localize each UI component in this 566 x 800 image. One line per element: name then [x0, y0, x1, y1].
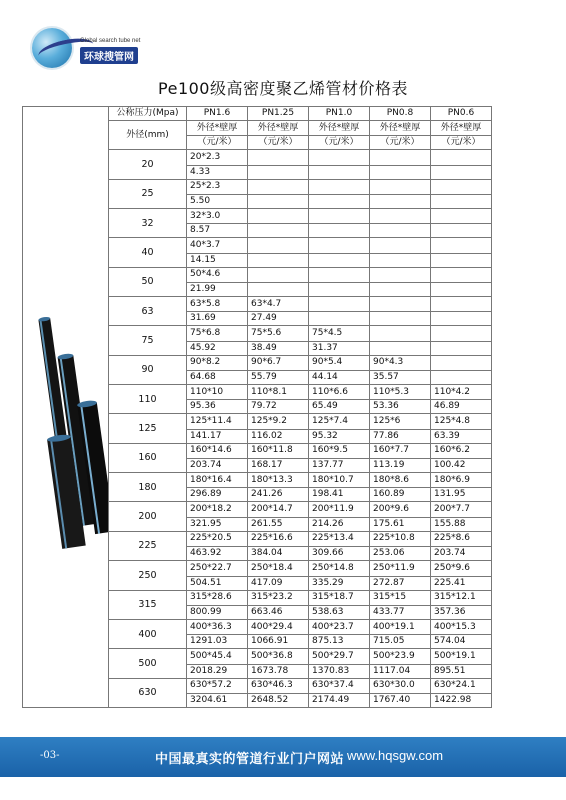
- spec-cell: 125*6: [370, 414, 431, 429]
- spec-cell: 225*20.5: [187, 531, 248, 546]
- spec-cell: 110*6.6: [309, 385, 370, 400]
- spec-cell: [248, 267, 309, 282]
- spec-cell: [431, 238, 492, 253]
- price-cell: [309, 165, 370, 179]
- price-cell: [431, 253, 492, 267]
- spec-cell: 40*3.7: [187, 238, 248, 253]
- spec-cell: 160*11.8: [248, 443, 309, 458]
- outer-diameter-cell: 50: [109, 267, 187, 296]
- spec-cell: 90*6.7: [248, 355, 309, 370]
- spec-cell: 110*10: [187, 385, 248, 400]
- price-cell: 63.39: [431, 429, 492, 443]
- price-cell: 1370.83: [309, 664, 370, 678]
- footer-bar: [0, 737, 566, 777]
- spec-cell: 110*4.2: [431, 385, 492, 400]
- spec-cell: [370, 179, 431, 194]
- price-cell: 160.89: [370, 488, 431, 502]
- page-title: Pe100级高密度聚乙烯管材价格表: [158, 79, 408, 98]
- price-cell: [248, 195, 309, 209]
- spec-cell: 500*29.7: [309, 649, 370, 664]
- spec-cell: 160*7.7: [370, 443, 431, 458]
- outer-diameter-cell: 20: [109, 150, 187, 179]
- price-cell: [370, 341, 431, 355]
- spec-cell: [248, 150, 309, 165]
- spec-cell: [248, 238, 309, 253]
- price-cell: 715.05: [370, 635, 431, 649]
- price-cell: 433.77: [370, 605, 431, 619]
- price-table-wrapper: [22, 106, 492, 708]
- spec-cell: [248, 179, 309, 194]
- price-cell: 1767.40: [370, 694, 431, 708]
- spec-cell: [370, 297, 431, 312]
- unit-label: （元/米）: [431, 136, 492, 150]
- price-cell: 100.42: [431, 459, 492, 473]
- spec-cell: 630*46.3: [248, 678, 309, 693]
- spec-cell: 180*16.4: [187, 473, 248, 488]
- spec-label: 外径*壁厚: [248, 121, 309, 136]
- price-cell: 1673.78: [248, 664, 309, 678]
- outer-diameter-cell: 160: [109, 443, 187, 472]
- pipe-product-photo: [23, 107, 109, 708]
- spec-cell: 75*5.6: [248, 326, 309, 341]
- outer-diameter-cell: 75: [109, 326, 187, 355]
- spec-cell: 125*4.8: [431, 414, 492, 429]
- spec-cell: 110*5.3: [370, 385, 431, 400]
- site-logo: [32, 26, 192, 72]
- spec-cell: 125*9.2: [248, 414, 309, 429]
- od-label: 外径(mm): [109, 121, 187, 150]
- outer-diameter-cell: 225: [109, 531, 187, 560]
- price-cell: 77.86: [370, 429, 431, 443]
- spec-cell: 180*13.3: [248, 473, 309, 488]
- price-cell: 2648.52: [248, 694, 309, 708]
- price-cell: 272.87: [370, 576, 431, 590]
- pipe-bundle-icon: [23, 107, 108, 707]
- price-cell: [431, 283, 492, 297]
- price-cell: 384.04: [248, 547, 309, 561]
- price-cell: [370, 195, 431, 209]
- price-cell: [370, 312, 431, 326]
- price-cell: 175.61: [370, 517, 431, 531]
- pressure-pn08: PN0.8: [370, 107, 431, 121]
- outer-diameter-cell: 110: [109, 385, 187, 414]
- price-cell: 21.99: [187, 283, 248, 297]
- spec-cell: [370, 326, 431, 341]
- spec-cell: 630*37.4: [309, 678, 370, 693]
- spec-label: 外径*壁厚: [187, 121, 248, 136]
- outer-diameter-cell: 25: [109, 179, 187, 208]
- price-cell: 321.95: [187, 517, 248, 531]
- price-cell: [248, 283, 309, 297]
- outer-diameter-cell: 315: [109, 590, 187, 619]
- spec-cell: 315*12.1: [431, 590, 492, 605]
- spec-cell: 50*4.6: [187, 267, 248, 282]
- spec-cell: 250*18.4: [248, 561, 309, 576]
- spec-cell: [431, 267, 492, 282]
- outer-diameter-cell: 180: [109, 473, 187, 502]
- spec-cell: 200*11.9: [309, 502, 370, 517]
- spec-cell: [248, 209, 309, 224]
- spec-label: 外径*壁厚: [309, 121, 370, 136]
- spec-cell: 110*8.1: [248, 385, 309, 400]
- spec-cell: 315*15: [370, 590, 431, 605]
- price-table-body: [23, 107, 492, 708]
- outer-diameter-cell: 400: [109, 619, 187, 648]
- price-cell: 309.66: [309, 547, 370, 561]
- pressure-label: 公称压力(Mpa): [109, 107, 187, 121]
- price-cell: [370, 283, 431, 297]
- spec-cell: 250*22.7: [187, 561, 248, 576]
- spec-cell: 200*14.7: [248, 502, 309, 517]
- price-cell: [370, 165, 431, 179]
- price-cell: [431, 224, 492, 238]
- outer-diameter-cell: 630: [109, 678, 187, 707]
- price-cell: 538.63: [309, 605, 370, 619]
- price-cell: 65.49: [309, 400, 370, 414]
- spec-cell: 500*23.9: [370, 649, 431, 664]
- price-cell: 155.88: [431, 517, 492, 531]
- spec-cell: [370, 150, 431, 165]
- spec-cell: 90*4.3: [370, 355, 431, 370]
- spec-cell: 75*6.8: [187, 326, 248, 341]
- price-cell: 3204.61: [187, 694, 248, 708]
- spec-cell: 630*24.1: [431, 678, 492, 693]
- spec-cell: [309, 238, 370, 253]
- logo-chinese-text: 环球搜管网: [80, 47, 138, 64]
- spec-cell: 63*5.8: [187, 297, 248, 312]
- spec-cell: [431, 326, 492, 341]
- outer-diameter-cell: 32: [109, 209, 187, 238]
- price-cell: [309, 312, 370, 326]
- price-cell: 5.50: [187, 195, 248, 209]
- price-cell: [309, 253, 370, 267]
- spec-cell: 180*8.6: [370, 473, 431, 488]
- price-cell: 38.49: [248, 341, 309, 355]
- price-cell: [309, 224, 370, 238]
- pressure-pn10: PN1.0: [309, 107, 370, 121]
- price-cell: [370, 224, 431, 238]
- price-cell: [370, 253, 431, 267]
- price-cell: 198.41: [309, 488, 370, 502]
- price-cell: 27.49: [248, 312, 309, 326]
- spec-cell: 315*23.2: [248, 590, 309, 605]
- spec-cell: [370, 267, 431, 282]
- price-cell: 95.36: [187, 400, 248, 414]
- spec-label: 外径*壁厚: [431, 121, 492, 136]
- price-cell: [309, 195, 370, 209]
- spec-cell: [309, 297, 370, 312]
- price-cell: 241.26: [248, 488, 309, 502]
- spec-cell: 125*11.4: [187, 414, 248, 429]
- price-cell: [431, 195, 492, 209]
- price-cell: 116.02: [248, 429, 309, 443]
- price-cell: [431, 312, 492, 326]
- price-cell: 574.04: [431, 635, 492, 649]
- price-cell: [248, 165, 309, 179]
- spec-cell: [431, 209, 492, 224]
- header-row-pressure: [23, 107, 492, 121]
- price-cell: [248, 253, 309, 267]
- spec-cell: [370, 209, 431, 224]
- price-cell: 203.74: [431, 547, 492, 561]
- unit-label: （元/米）: [187, 136, 248, 150]
- price-cell: 463.92: [187, 547, 248, 561]
- price-cell: 4.33: [187, 165, 248, 179]
- price-cell: [431, 341, 492, 355]
- price-cell: 53.36: [370, 400, 431, 414]
- price-cell: 504.51: [187, 576, 248, 590]
- price-cell: 168.17: [248, 459, 309, 473]
- spec-cell: 225*10.8: [370, 531, 431, 546]
- pressure-pn06: PN0.6: [431, 107, 492, 121]
- price-cell: 663.46: [248, 605, 309, 619]
- spec-cell: 225*16.6: [248, 531, 309, 546]
- outer-diameter-cell: 500: [109, 649, 187, 678]
- outer-diameter-cell: 40: [109, 238, 187, 267]
- outer-diameter-cell: 125: [109, 414, 187, 443]
- spec-cell: 225*13.4: [309, 531, 370, 546]
- spec-cell: [309, 267, 370, 282]
- footer-url[interactable]: www.hqsgw.com: [347, 748, 444, 763]
- spec-cell: 400*19.1: [370, 619, 431, 634]
- footer-slogan: 中国最真实的管道行业门户网站: [155, 752, 345, 767]
- spec-cell: 630*57.2: [187, 678, 248, 693]
- pressure-pn16: PN1.6: [187, 107, 248, 121]
- price-cell: 261.55: [248, 517, 309, 531]
- spec-cell: 63*4.7: [248, 297, 309, 312]
- spec-cell: 160*14.6: [187, 443, 248, 458]
- price-cell: 1066.91: [248, 635, 309, 649]
- price-cell: 203.74: [187, 459, 248, 473]
- price-cell: [309, 283, 370, 297]
- spec-cell: 160*6.2: [431, 443, 492, 458]
- price-cell: 417.09: [248, 576, 309, 590]
- unit-label: （元/米）: [248, 136, 309, 150]
- spec-cell: 125*7.4: [309, 414, 370, 429]
- price-cell: 1117.04: [370, 664, 431, 678]
- logo-english-text: Global search tube net: [80, 38, 141, 44]
- spec-cell: 160*9.5: [309, 443, 370, 458]
- price-cell: 31.37: [309, 341, 370, 355]
- spec-cell: 500*45.4: [187, 649, 248, 664]
- price-cell: 253.06: [370, 547, 431, 561]
- price-cell: 214.26: [309, 517, 370, 531]
- outer-diameter-cell: 200: [109, 502, 187, 531]
- price-cell: 95.32: [309, 429, 370, 443]
- spec-cell: [431, 150, 492, 165]
- price-cell: 1422.98: [431, 694, 492, 708]
- spec-cell: 225*8.6: [431, 531, 492, 546]
- spec-cell: [370, 238, 431, 253]
- page-number: -03-: [40, 750, 60, 761]
- unit-label: （元/米）: [309, 136, 370, 150]
- spec-cell: 315*18.7: [309, 590, 370, 605]
- price-cell: 225.41: [431, 576, 492, 590]
- pressure-pn125: PN1.25: [248, 107, 309, 121]
- spec-label: 外径*壁厚: [370, 121, 431, 136]
- price-cell: 875.13: [309, 635, 370, 649]
- spec-cell: 400*29.4: [248, 619, 309, 634]
- spec-cell: 20*2.3: [187, 150, 248, 165]
- spec-cell: 400*23.7: [309, 619, 370, 634]
- outer-diameter-cell: 90: [109, 355, 187, 384]
- price-cell: [248, 224, 309, 238]
- spec-cell: 250*14.8: [309, 561, 370, 576]
- price-cell: [431, 371, 492, 385]
- spec-cell: 200*9.6: [370, 502, 431, 517]
- spec-cell: 90*8.2: [187, 355, 248, 370]
- outer-diameter-cell: 63: [109, 297, 187, 326]
- price-table: [22, 106, 492, 708]
- price-cell: 141.17: [187, 429, 248, 443]
- price-cell: 137.77: [309, 459, 370, 473]
- price-cell: 35.57: [370, 371, 431, 385]
- price-cell: 131.95: [431, 488, 492, 502]
- spec-cell: [309, 179, 370, 194]
- spec-cell: [309, 150, 370, 165]
- spec-cell: 90*5.4: [309, 355, 370, 370]
- price-cell: 2174.49: [309, 694, 370, 708]
- price-cell: 55.79: [248, 371, 309, 385]
- spec-cell: [431, 297, 492, 312]
- price-cell: 113.19: [370, 459, 431, 473]
- spec-cell: 25*2.3: [187, 179, 248, 194]
- spec-cell: 250*11.9: [370, 561, 431, 576]
- price-cell: 45.92: [187, 341, 248, 355]
- price-cell: 357.36: [431, 605, 492, 619]
- spec-cell: 500*19.1: [431, 649, 492, 664]
- spec-cell: 75*4.5: [309, 326, 370, 341]
- price-cell: 31.69: [187, 312, 248, 326]
- outer-diameter-cell: 250: [109, 561, 187, 590]
- spec-cell: 180*10.7: [309, 473, 370, 488]
- price-cell: 335.29: [309, 576, 370, 590]
- price-cell: 44.14: [309, 371, 370, 385]
- spec-cell: [309, 209, 370, 224]
- spec-cell: [431, 179, 492, 194]
- spec-cell: 250*9.6: [431, 561, 492, 576]
- price-cell: 64.68: [187, 371, 248, 385]
- price-cell: 79.72: [248, 400, 309, 414]
- spec-cell: 180*6.9: [431, 473, 492, 488]
- price-cell: 46.89: [431, 400, 492, 414]
- spec-cell: 200*7.7: [431, 502, 492, 517]
- price-cell: 296.89: [187, 488, 248, 502]
- spec-cell: 400*36.3: [187, 619, 248, 634]
- price-cell: 2018.29: [187, 664, 248, 678]
- price-cell: 14.15: [187, 253, 248, 267]
- spec-cell: 630*30.0: [370, 678, 431, 693]
- spec-cell: 500*36.8: [248, 649, 309, 664]
- spec-cell: 400*15.3: [431, 619, 492, 634]
- price-cell: 895.51: [431, 664, 492, 678]
- price-cell: 800.99: [187, 605, 248, 619]
- spec-cell: 32*3.0: [187, 209, 248, 224]
- spec-cell: 200*18.2: [187, 502, 248, 517]
- price-cell: [431, 165, 492, 179]
- spec-cell: 315*28.6: [187, 590, 248, 605]
- unit-label: （元/米）: [370, 136, 431, 150]
- price-cell: 1291.03: [187, 635, 248, 649]
- price-cell: 8.57: [187, 224, 248, 238]
- spec-cell: [431, 355, 492, 370]
